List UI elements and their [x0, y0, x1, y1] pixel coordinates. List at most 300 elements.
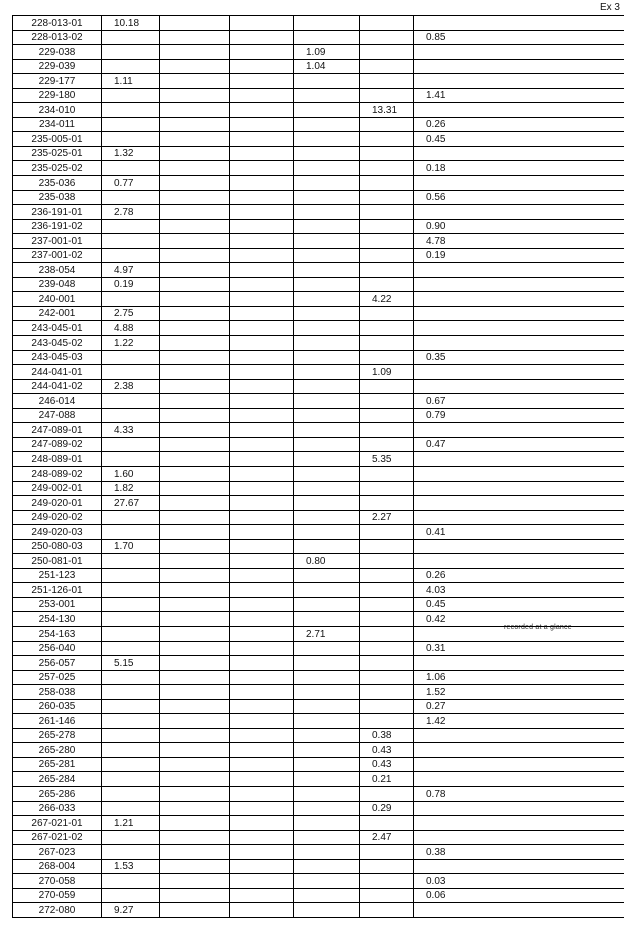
side-note: recorded at a glance: [504, 624, 572, 631]
parcel-id-cell: 235-025-01: [13, 146, 102, 161]
value-cell: [414, 74, 624, 89]
value-cell: [230, 408, 294, 423]
table-row: [13, 205, 624, 220]
value-cell: 0.27: [414, 699, 624, 714]
value-cell: [360, 568, 414, 583]
value-cell: [294, 117, 360, 132]
value-cell: [360, 481, 414, 496]
value-cell: [230, 16, 294, 31]
value-cell: [360, 641, 414, 656]
value-cell: [160, 423, 230, 438]
value-cell: 0.42: [414, 612, 624, 627]
value-cell: 4.22: [360, 292, 414, 307]
value-cell: [160, 888, 230, 903]
value-cell: [102, 772, 160, 787]
value-cell: [414, 306, 624, 321]
value-cell: [160, 30, 230, 45]
value-cell: [414, 321, 624, 336]
value-cell: [102, 830, 160, 845]
value-cell: [414, 336, 624, 351]
value-cell: [294, 816, 360, 831]
value-cell: [102, 219, 160, 234]
parcel-id-cell: 256-040: [13, 641, 102, 656]
value-cell: [160, 496, 230, 511]
value-cell: [360, 437, 414, 452]
value-cell: [230, 525, 294, 540]
parcel-id-cell: 265-286: [13, 786, 102, 801]
table-row: [13, 132, 624, 147]
table-row: [13, 903, 624, 918]
value-cell: [294, 205, 360, 220]
parcel-id-cell: 272-080: [13, 903, 102, 918]
value-cell: [102, 554, 160, 569]
value-cell: [230, 728, 294, 743]
value-cell: 1.60: [102, 466, 160, 481]
value-cell: [160, 903, 230, 918]
value-cell: [230, 845, 294, 860]
value-cell: [294, 641, 360, 656]
value-cell: [414, 45, 624, 60]
table-row: [13, 59, 624, 74]
table-row: [13, 437, 624, 452]
value-cell: [102, 45, 160, 60]
value-cell: [360, 306, 414, 321]
value-cell: [414, 277, 624, 292]
parcel-id-cell: 247-088: [13, 408, 102, 423]
parcel-id-cell: 258-038: [13, 685, 102, 700]
value-cell: 0.56: [414, 190, 624, 205]
value-cell: [294, 88, 360, 103]
value-cell: [102, 525, 160, 540]
value-cell: [102, 874, 160, 889]
table-row: [13, 757, 624, 772]
table-row: [13, 306, 624, 321]
value-cell: 0.45: [414, 597, 624, 612]
table-row: [13, 670, 624, 685]
value-cell: [294, 277, 360, 292]
table-row: [13, 263, 624, 278]
table-row: [13, 685, 624, 700]
value-cell: [102, 728, 160, 743]
value-cell: [360, 859, 414, 874]
value-cell: [160, 525, 230, 540]
value-cell: [360, 888, 414, 903]
table-row: [13, 641, 624, 656]
value-cell: [414, 423, 624, 438]
value-cell: [294, 801, 360, 816]
value-cell: [230, 670, 294, 685]
parcel-id-cell: 234-011: [13, 117, 102, 132]
value-cell: [294, 452, 360, 467]
value-cell: [360, 161, 414, 176]
parcel-id-cell: 235-038: [13, 190, 102, 205]
value-cell: [294, 786, 360, 801]
value-cell: [230, 350, 294, 365]
value-cell: [294, 481, 360, 496]
value-cell: [294, 146, 360, 161]
value-cell: [230, 816, 294, 831]
table-row: [13, 612, 624, 627]
value-cell: [160, 583, 230, 598]
value-cell: [230, 132, 294, 147]
value-cell: [294, 510, 360, 525]
value-cell: 4.97: [102, 263, 160, 278]
value-cell: [360, 88, 414, 103]
table-row: [13, 161, 624, 176]
table-row: [13, 16, 624, 31]
value-cell: 1.22: [102, 336, 160, 351]
value-cell: [360, 379, 414, 394]
value-cell: [230, 583, 294, 598]
value-cell: [160, 845, 230, 860]
table-row: [13, 845, 624, 860]
value-cell: [360, 190, 414, 205]
value-cell: 0.79: [414, 408, 624, 423]
value-cell: [160, 714, 230, 729]
value-cell: [294, 365, 360, 380]
value-cell: [102, 59, 160, 74]
parcel-id-cell: 247-089-01: [13, 423, 102, 438]
table-row: [13, 626, 624, 641]
value-cell: [160, 408, 230, 423]
parcel-id-cell: 237-001-01: [13, 234, 102, 249]
value-cell: [230, 554, 294, 569]
value-cell: [414, 903, 624, 918]
value-cell: [230, 656, 294, 671]
value-cell: [160, 321, 230, 336]
value-cell: [294, 466, 360, 481]
value-cell: 1.09: [294, 45, 360, 60]
value-cell: [102, 845, 160, 860]
value-cell: [102, 103, 160, 118]
parcel-id-cell: 261-146: [13, 714, 102, 729]
value-cell: [230, 859, 294, 874]
parcel-id-cell: 242-001: [13, 306, 102, 321]
value-cell: [102, 801, 160, 816]
table-row: [13, 234, 624, 249]
value-cell: 0.38: [414, 845, 624, 860]
value-cell: 2.71: [294, 626, 360, 641]
value-cell: [360, 786, 414, 801]
parcel-id-cell: 251-123: [13, 568, 102, 583]
value-cell: [414, 379, 624, 394]
value-cell: [102, 394, 160, 409]
table-row: [13, 714, 624, 729]
value-cell: [160, 728, 230, 743]
value-cell: [102, 132, 160, 147]
parcel-id-cell: 246-014: [13, 394, 102, 409]
table-row: [13, 350, 624, 365]
value-cell: [294, 103, 360, 118]
value-cell: 0.21: [360, 772, 414, 787]
value-cell: [102, 757, 160, 772]
value-cell: [294, 234, 360, 249]
value-cell: [102, 670, 160, 685]
value-cell: [160, 117, 230, 132]
value-cell: [414, 365, 624, 380]
value-cell: [360, 903, 414, 918]
value-cell: [230, 714, 294, 729]
value-cell: [414, 263, 624, 278]
value-cell: [230, 481, 294, 496]
parcel-id-cell: 265-281: [13, 757, 102, 772]
parcel-id-cell: 229-177: [13, 74, 102, 89]
parcel-id-cell: 253-001: [13, 597, 102, 612]
value-cell: [102, 161, 160, 176]
value-cell: 0.80: [294, 554, 360, 569]
value-cell: [360, 16, 414, 31]
value-cell: [102, 612, 160, 627]
value-cell: 0.26: [414, 117, 624, 132]
value-cell: [160, 801, 230, 816]
value-cell: [360, 496, 414, 511]
value-cell: [102, 641, 160, 656]
value-cell: [230, 74, 294, 89]
parcel-id-cell: 229-180: [13, 88, 102, 103]
value-cell: [160, 743, 230, 758]
value-cell: [230, 452, 294, 467]
value-cell: [360, 699, 414, 714]
table-row: [13, 452, 624, 467]
value-cell: [102, 568, 160, 583]
value-cell: [294, 423, 360, 438]
value-cell: [102, 88, 160, 103]
value-cell: [160, 248, 230, 263]
value-cell: [160, 481, 230, 496]
value-cell: 0.43: [360, 743, 414, 758]
value-cell: [360, 350, 414, 365]
value-cell: [360, 626, 414, 641]
value-cell: [160, 59, 230, 74]
value-cell: [294, 248, 360, 263]
value-cell: [160, 277, 230, 292]
value-cell: 1.06: [414, 670, 624, 685]
value-cell: [230, 379, 294, 394]
value-cell: [414, 205, 624, 220]
value-cell: 4.78: [414, 234, 624, 249]
value-cell: [102, 292, 160, 307]
value-cell: 1.70: [102, 539, 160, 554]
value-cell: 0.67: [414, 394, 624, 409]
value-cell: [230, 219, 294, 234]
parcel-id-cell: 234-010: [13, 103, 102, 118]
table-row: [13, 423, 624, 438]
table-row: [13, 554, 624, 569]
value-cell: 0.47: [414, 437, 624, 452]
value-cell: [294, 728, 360, 743]
parcel-id-cell: 254-130: [13, 612, 102, 627]
value-cell: [160, 103, 230, 118]
parcel-id-cell: 243-045-03: [13, 350, 102, 365]
value-cell: [360, 394, 414, 409]
parcel-id-cell: 237-001-02: [13, 248, 102, 263]
value-cell: [360, 670, 414, 685]
value-cell: 0.19: [102, 277, 160, 292]
parcel-id-cell: 235-005-01: [13, 132, 102, 147]
parcel-id-cell: 243-045-01: [13, 321, 102, 336]
value-cell: [160, 146, 230, 161]
table-row: [13, 30, 624, 45]
value-cell: [294, 219, 360, 234]
value-cell: [230, 888, 294, 903]
value-cell: [414, 830, 624, 845]
value-cell: 9.27: [102, 903, 160, 918]
value-cell: 0.41: [414, 525, 624, 540]
value-cell: [294, 190, 360, 205]
table-row: [13, 830, 624, 845]
value-cell: [102, 350, 160, 365]
value-cell: [230, 277, 294, 292]
value-cell: 5.35: [360, 452, 414, 467]
value-cell: [160, 772, 230, 787]
value-cell: [294, 874, 360, 889]
table-row: [13, 743, 624, 758]
value-cell: [160, 161, 230, 176]
value-cell: [294, 772, 360, 787]
value-cell: [294, 321, 360, 336]
value-cell: [230, 234, 294, 249]
value-cell: [230, 394, 294, 409]
value-cell: [414, 496, 624, 511]
table-row: [13, 117, 624, 132]
value-cell: [230, 365, 294, 380]
parcel-id-cell: 236-191-02: [13, 219, 102, 234]
value-cell: [360, 336, 414, 351]
parcel-id-cell: 254-163: [13, 626, 102, 641]
value-cell: [294, 888, 360, 903]
table-row: [13, 525, 624, 540]
value-cell: [160, 786, 230, 801]
value-cell: [160, 830, 230, 845]
value-cell: [414, 481, 624, 496]
table-row: [13, 466, 624, 481]
value-cell: [294, 845, 360, 860]
value-cell: [414, 146, 624, 161]
value-cell: [360, 234, 414, 249]
value-cell: 2.27: [360, 510, 414, 525]
value-cell: [360, 117, 414, 132]
value-cell: [360, 277, 414, 292]
table-row: [13, 510, 624, 525]
parcel-id-cell: 238-054: [13, 263, 102, 278]
table-row: [13, 277, 624, 292]
value-cell: [230, 248, 294, 263]
value-cell: [360, 597, 414, 612]
parcel-id-cell: 228-013-01: [13, 16, 102, 31]
value-cell: 4.03: [414, 583, 624, 598]
table-row: [13, 874, 624, 889]
value-cell: 0.90: [414, 219, 624, 234]
value-cell: 1.53: [102, 859, 160, 874]
value-cell: [230, 699, 294, 714]
value-cell: 4.88: [102, 321, 160, 336]
value-cell: [294, 30, 360, 45]
value-cell: [230, 190, 294, 205]
value-cell: [102, 30, 160, 45]
value-cell: [230, 292, 294, 307]
value-cell: [160, 394, 230, 409]
value-cell: 0.85: [414, 30, 624, 45]
value-cell: [230, 59, 294, 74]
table-row: [13, 583, 624, 598]
value-cell: [160, 234, 230, 249]
value-cell: [360, 656, 414, 671]
value-cell: [294, 743, 360, 758]
parcel-id-cell: 251-126-01: [13, 583, 102, 598]
value-cell: 2.47: [360, 830, 414, 845]
value-cell: [294, 394, 360, 409]
parcel-id-cell: 250-081-01: [13, 554, 102, 569]
value-cell: [294, 336, 360, 351]
parcel-id-cell: 249-020-02: [13, 510, 102, 525]
table-row: [13, 219, 624, 234]
value-cell: [294, 379, 360, 394]
value-cell: [414, 626, 624, 641]
value-cell: [360, 539, 414, 554]
value-cell: [102, 699, 160, 714]
value-cell: [160, 859, 230, 874]
value-cell: 0.29: [360, 801, 414, 816]
value-cell: [230, 772, 294, 787]
parcel-id-cell: 270-058: [13, 874, 102, 889]
value-cell: [294, 74, 360, 89]
parcel-id-cell: 268-004: [13, 859, 102, 874]
value-cell: [160, 205, 230, 220]
parcel-id-cell: 250-080-03: [13, 539, 102, 554]
value-cell: [160, 350, 230, 365]
value-cell: [360, 612, 414, 627]
value-cell: 0.03: [414, 874, 624, 889]
value-cell: [414, 59, 624, 74]
value-cell: [230, 568, 294, 583]
value-cell: [360, 525, 414, 540]
value-cell: [160, 263, 230, 278]
value-cell: [160, 670, 230, 685]
value-cell: [414, 743, 624, 758]
value-cell: [360, 685, 414, 700]
table-row: [13, 496, 624, 511]
value-cell: [160, 641, 230, 656]
value-cell: 1.32: [102, 146, 160, 161]
value-cell: [294, 292, 360, 307]
table-row: [13, 772, 624, 787]
value-cell: [414, 772, 624, 787]
value-cell: [230, 612, 294, 627]
value-cell: [160, 539, 230, 554]
value-cell: 2.38: [102, 379, 160, 394]
parcel-id-cell: 229-039: [13, 59, 102, 74]
value-cell: [230, 263, 294, 278]
value-cell: [160, 74, 230, 89]
table-row: [13, 248, 624, 263]
parcel-id-cell: 249-020-01: [13, 496, 102, 511]
value-cell: [414, 16, 624, 31]
value-cell: [294, 408, 360, 423]
ledger-body: [13, 16, 624, 918]
table-row: [13, 336, 624, 351]
value-cell: [294, 583, 360, 598]
value-cell: [294, 830, 360, 845]
value-cell: 0.19: [414, 248, 624, 263]
value-cell: [230, 539, 294, 554]
value-cell: [360, 132, 414, 147]
value-cell: [230, 88, 294, 103]
value-cell: [294, 525, 360, 540]
value-cell: [414, 801, 624, 816]
table-row: [13, 888, 624, 903]
parcel-id-cell: 239-048: [13, 277, 102, 292]
value-cell: [160, 656, 230, 671]
